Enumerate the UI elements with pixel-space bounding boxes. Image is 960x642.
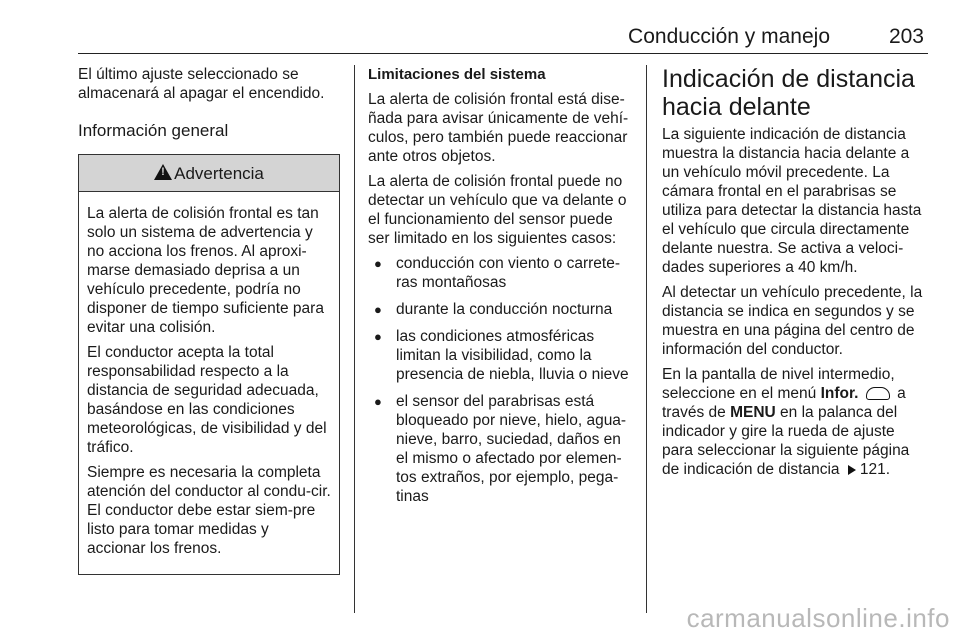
p3-text-b: a través de	[662, 385, 906, 421]
limitations-paragraph-1: La alerta de colisión frontal está dise-ñada para avisar únicamente de vehí-culos, pero también puede reaccionar ante otros objetos.	[368, 91, 629, 165]
header-title: Conducción y manejo	[628, 25, 830, 48]
section-title-general: Información general	[78, 121, 229, 140]
distance-paragraph-1: La siguiente indicación de distancia muestra la distancia hacia delante a un vehículo móvil precedente. La cámara frontal en el parabrisas se utiliza para detectar la distancia hasta el vehículo que circula directamente delante nuestra. Se activa a veloci-dades superiores a 40 km/h.	[662, 126, 922, 276]
limitations-paragraph-2: La alerta de colisión frontal puede no detectar un vehículo que va delante o el funcionamiento del sensor puede ser limitado en los siguientes casos:	[368, 173, 627, 247]
page-reference: 121.	[859, 461, 890, 478]
page-number: 203	[888, 25, 924, 48]
section-title-distance: Indicación de distancia hacia delante	[662, 65, 915, 121]
infor-menu-label: Infor.	[820, 385, 859, 402]
column-1	[78, 65, 340, 575]
header-rule	[78, 53, 928, 54]
column-divider-1	[354, 65, 355, 613]
warning-body	[79, 192, 339, 574]
page-reference-icon	[848, 465, 856, 475]
column-divider-2	[646, 65, 647, 613]
warning-triangle-icon	[154, 164, 172, 180]
vehicle-icon	[866, 387, 890, 400]
warning-title: Advertencia	[174, 163, 264, 183]
limitations-list	[368, 254, 632, 506]
p3-text-c: en la palanca del indicador y gire la rueda de ajuste para seleccionar la siguiente página de indicación de distancia	[662, 404, 910, 478]
warning-paragraph-3: Siempre es necesaria la completa atención del conductor al condu-cir. El conductor debe estar siem-pre listo para tomar medidas y accionar los frenos.	[87, 464, 331, 557]
intro-paragraph: El último ajuste seleccionado se almacenará al apagar el encendido.	[78, 66, 325, 102]
column-2	[368, 65, 632, 514]
subhead-limitations: Limitaciones del sistema	[368, 66, 546, 83]
distance-paragraph-2: Al detectar un vehículo precedente, la distancia se indica en segundos y se muestra en una página del centro de información del conductor.	[662, 284, 923, 358]
p3-text-a: En la pantalla de nivel intermedio, seleccione en el menú	[662, 366, 895, 402]
page-header	[78, 25, 928, 53]
watermark: carmanualsonline.info	[686, 603, 950, 633]
warning-paragraph-1: La alerta de colisión frontal es tan solo un sistema de advertencia y no acciona los frenos. Al aproxi-marse demasiado deprisa a un vehículo precedente, podría no disponer de tiempo suficiente para evitar una colisión.	[87, 205, 324, 336]
warning-header	[79, 155, 339, 192]
list-item: ● las condiciones atmosféricas limitan la visibilidad, como la presencia de niebla, lluvia o nieve	[368, 327, 632, 384]
warning-paragraph-2: El conductor acepta la total responsabilidad respecto a la distancia de seguridad adecuada, basándose en las condiciones meteorológicas, de visibilidad y del tráfico.	[87, 344, 327, 456]
list-item: ● conducción con viento o carrete-ras montañosas	[368, 254, 632, 292]
menu-button-label: MENU	[730, 404, 776, 421]
list-item: ● durante la conducción nocturna	[368, 300, 632, 319]
column-3	[662, 65, 928, 485]
distance-paragraph-3	[662, 365, 928, 479]
list-item: ● el sensor del parabrisas está bloqueado por nieve, hielo, agua-nieve, barro, suciedad, daños en el mismo o afectado por elemen-tos extraños, por ejemplo, pega-tinas	[368, 392, 632, 506]
warning-box	[78, 154, 340, 575]
